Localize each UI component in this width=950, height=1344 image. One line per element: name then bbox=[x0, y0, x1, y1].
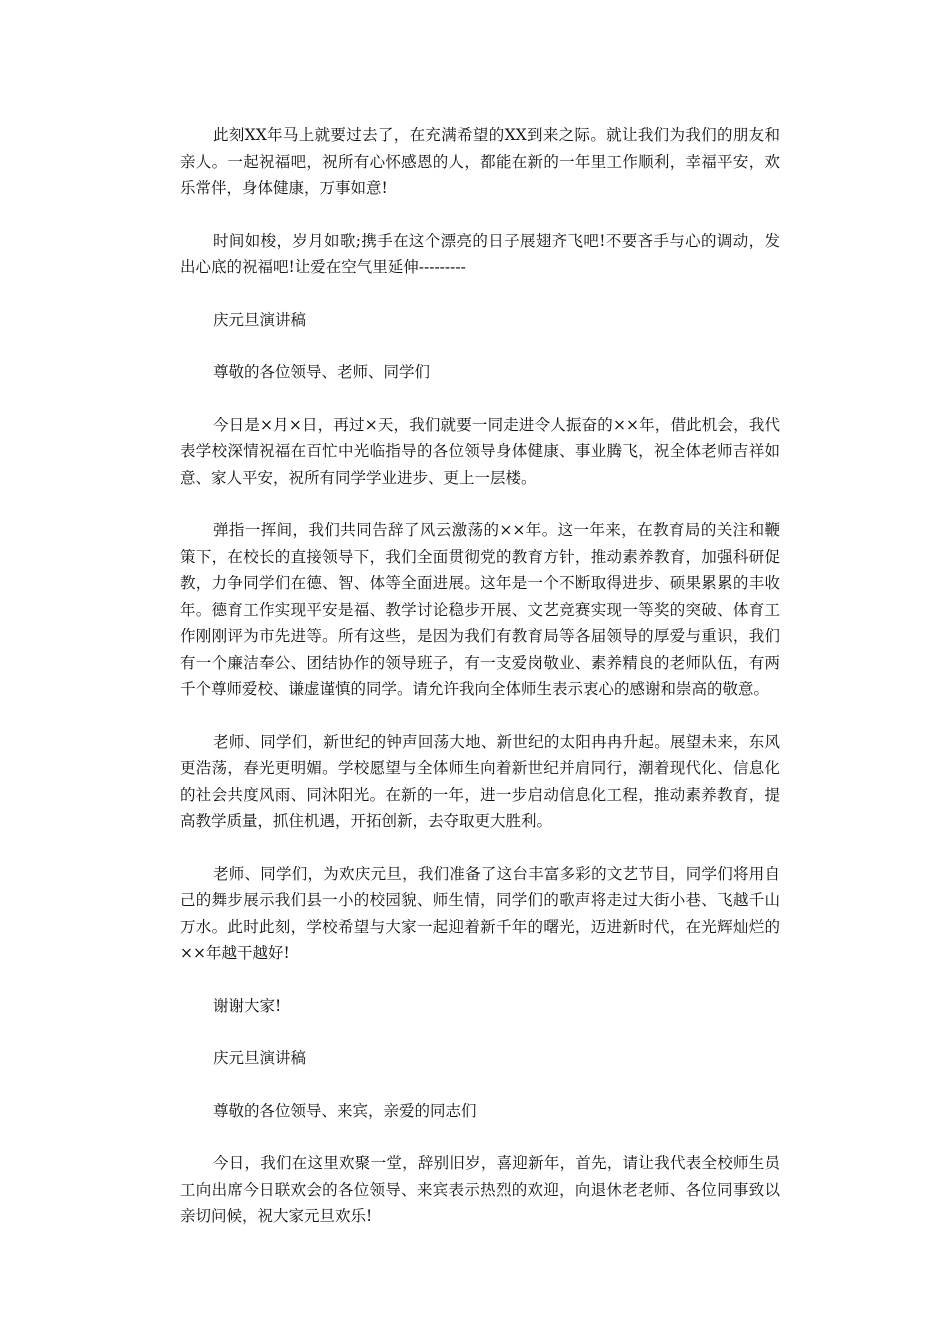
document-body bbox=[180, 122, 780, 1256]
paragraph-new-century: 老师、同学们，新世纪的钟声回荡大地、新世纪的太阳冉冉升起。展望未来，东风更浩荡，春光更明媚。学校愿望与全体师生向着新世纪并肩同行，潮着现代化、信息化的社会共度风雨、同沐阳光。在新的一年，进一步启动信息化工程，推动素养教育，提高教学质量，抓住机遇，开拓创新，去夺取更大胜利。 bbox=[180, 732, 780, 830]
paragraph-celebration-program: 老师、同学们，为欢庆元旦，我们准备了这台丰富多彩的文艺节目，同学们将用自己的舞步展示我们县一小的校园貌、师生情，同学们的歌声将走过大街小巷、飞越千山万水。此时此刻，学校希望与大家一起迎着新千年的曙光，迈进新时代，在光辉灿烂的××年越干越好! bbox=[180, 864, 780, 962]
speech-salutation-2: 尊敬的各位领导、来宾，亲爱的同志们 bbox=[213, 1101, 477, 1120]
paragraph-gathering-welcome: 今日，我们在这里欢聚一堂，辞别旧岁，喜迎新年，首先，请让我代表全校师生员工向出席今日联欢会的各位领导、来宾表示热烈的欢迎，向退休老老师、各位同事致以亲切问候，祝大家元旦欢乐! bbox=[180, 1154, 780, 1225]
paragraph-new-year-wishes: 此刻XX年马上就要过去了，在充满希望的XX到来之际。就让我们为我们的朋友和亲人。一起祝福吧，祝所有心怀感恩的人，都能在新的一年里工作顺利，幸福平安，欢乐常伴，身体健康，万事如意! bbox=[180, 126, 780, 197]
paragraph-year-review: 弹指一挥间，我们共同告辞了风云激荡的××年。这一年来，在教育局的关注和鞭策下，在校长的直接领导下，我们全面贯彻党的教育方针，推动素养教育，加强科研促教，力争同学们在德、智、体等全面进展。这年是一个不断取得进步、硕果累累的丰收年。德育工作实现平安是福、教学讨论稳步开展、文艺竞赛实现一等奖的突破、体育工作刚刚评为市先进等。所有这些，是因为我们有教育局等各届领导的厚爱与重识，我们有一个廉洁奉公、团结协作的领导班子，有一支爱岗敬业、素养精良的老师队伍，有两千个尊师爱校、谦虚谨慎的同学。请允许我向全体师生表示衷心的感谢和崇高的敬意。 bbox=[180, 521, 780, 698]
paragraph-time-flies: 时间如梭，岁月如歌;携手在这个漂亮的日子展翅齐飞吧!不要吝手与心的调动，发出心底的祝福吧!让爱在空气里延伸--------- bbox=[180, 231, 780, 276]
paragraph-today-date: 今日是×月×日，再过×天，我们就要一同走进令人振奋的××年，借此机会，我代表学校深情祝福在百忙中光临指导的各位领导身体健康、事业腾飞，祝全体老师吉祥如意、家人平安，祝所有同学学业进步、更上一层楼。 bbox=[180, 415, 780, 487]
speech-title-2: 庆元旦演讲稿 bbox=[213, 1049, 307, 1067]
speech-salutation-1: 尊敬的各位领导、老师、同学们 bbox=[213, 363, 431, 381]
speech-title-1: 庆元旦演讲稿 bbox=[213, 310, 307, 329]
closing-thanks: 谢谢大家! bbox=[213, 996, 282, 1015]
